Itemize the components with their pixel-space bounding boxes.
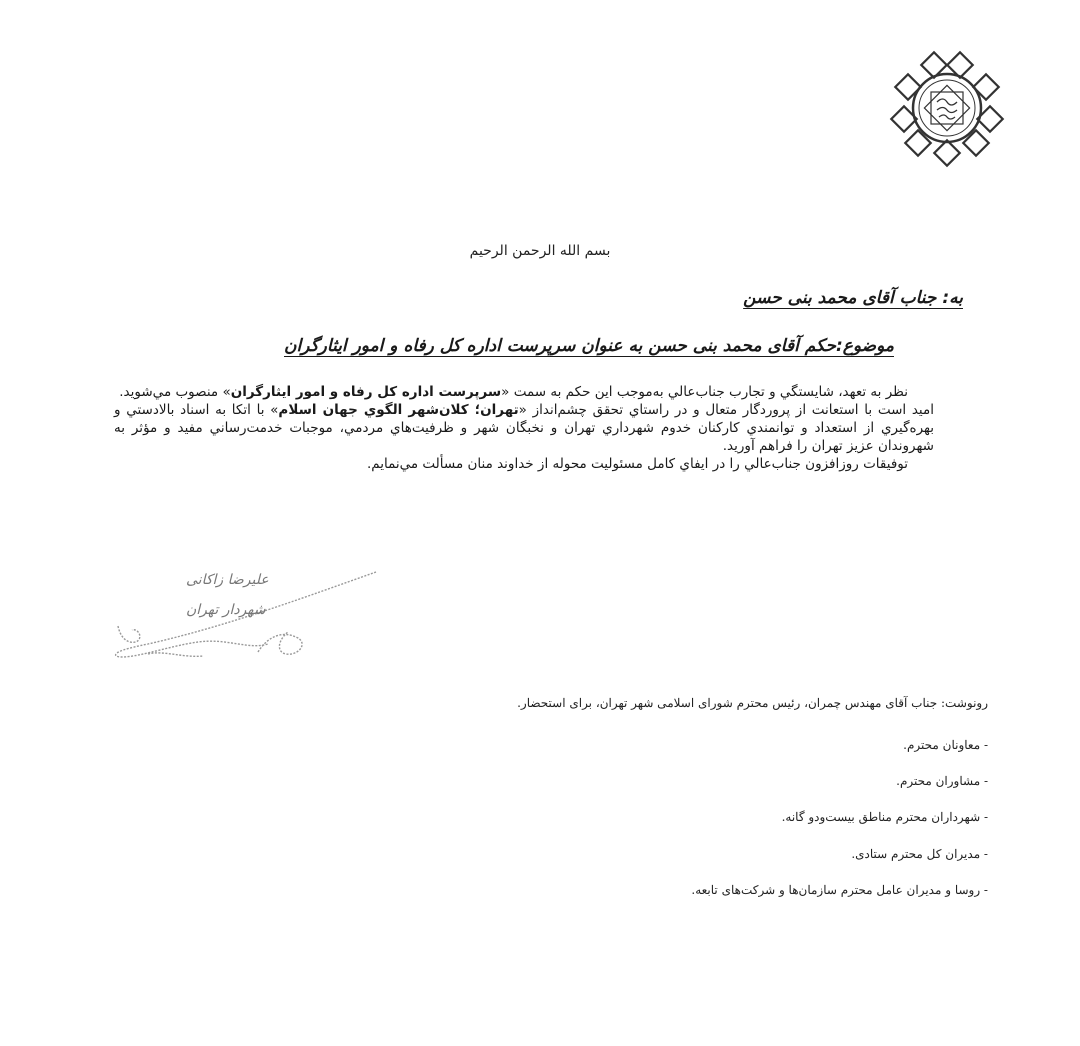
p2-post: » با اتكا به اسناد بالادستي و بهره‌گيري از استعداد و توانمندي كاركنان خدوم شهرداري تهران و نخبگان شهر و ظرفيت‌هاي مردمي، موجبات خدمت‌رساني مفيد و مؤثر به شهروندان عزيز تهران را فراهم آوريد. [114, 402, 934, 454]
body-paragraph-3: توفيقات روزافزون جناب‌عالي را در ايفاي كامل مسئوليت محوله از خداوند منان مسألت مي‌نمايم. [366, 456, 908, 472]
p1-pre: نظر به تعهد، شايستگي و تجارب جناب‌عالي به‌موجب اين حكم به سمت « [501, 384, 908, 400]
letter-body [114, 383, 934, 473]
basmala: بسم الله الرحمن الرحيم [469, 243, 611, 259]
cc-item: - معاونان محترم. [903, 738, 988, 752]
subject-line: موضوع:حکم آقای محمد بنی حسن به عنوان سرپرست اداره کل رفاه و امور ایثارگران [284, 336, 894, 356]
p1-bold: سرپرست اداره كل رفاه و امور ايثارگران [230, 384, 502, 400]
cc-item: - مشاوران محترم. [896, 774, 988, 788]
recipient-line: به: جناب آقای محمد بنی حسن [743, 288, 963, 308]
cc-item: - شهرداران محترم مناطق بیست‌ودو گانه. [781, 810, 988, 824]
cc-item: - مدیران کل محترم ستادی. [851, 847, 988, 861]
signatory-name: علیرضا زاکانی [186, 572, 269, 588]
p2-bold: تهران؛ کلان‌شهر الگوي جهان اسلام [278, 402, 519, 418]
p2-pre: اميد است با استعانت از پروردگار متعال و در راستاي تحقق چشم‌انداز « [518, 402, 934, 418]
body-paragraph-1 [114, 383, 934, 401]
signatory-title: شهردار تهران [186, 602, 266, 618]
cc-intro: رونوشت: جناب آقای مهندس چمران، رئیس محترم شورای اسلامی شهر تهران، برای استحضار. [517, 696, 988, 710]
cc-item: - روسا و مدیران عامل محترم سازمان‌ها و شرکت‌های تابعه. [691, 883, 988, 897]
p1-post: » منصوب مي‌شويد. [119, 384, 231, 400]
body-paragraph-2 [114, 401, 934, 455]
tehran-municipality-emblem-icon [872, 48, 1022, 168]
